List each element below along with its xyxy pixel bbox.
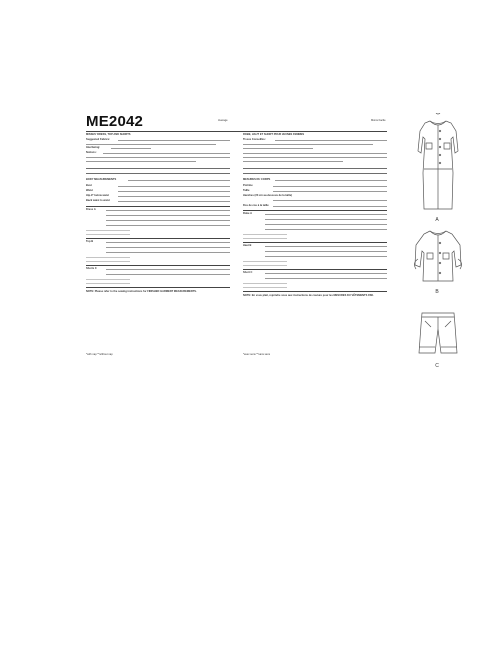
en-footer-note: NOTE: Please refer to the sewing instructions for FINISHED GARMENT MEASUREMENTS.	[86, 290, 197, 293]
en-row-back-waist: Back waist to waist	[86, 199, 110, 202]
fr-row-hanches: Hanches (23 cm au-dessous de la taille)	[243, 194, 293, 197]
fr-fabrics-heading: Tissus Conseillés:	[243, 138, 266, 141]
fr-row-taille: Taille	[243, 189, 250, 192]
french-column	[243, 134, 389, 364]
en-notions-heading: Notions:	[86, 151, 97, 154]
fr-footnotes: *avec sens **sans sens	[243, 353, 271, 356]
garment-line-art	[407, 113, 467, 388]
en-view-shorts-c: Shorts C	[86, 267, 97, 270]
en-footnotes: *with nap **without nap	[86, 353, 113, 356]
fr-footer-note: NOTE: En vous plait, rejoindre vous aux instructions de couture pour les MESURES DU VÊTEMENTS FINI.	[243, 294, 374, 297]
fr-row-dos: Dos de cou à la taille	[243, 204, 269, 207]
header-rule	[86, 131, 387, 132]
en-fabrics-heading: Suggested Fabrics:	[86, 138, 111, 141]
fr-view-robe-a: Robe A	[243, 212, 252, 215]
fr-row-poitrine: Poitrine	[243, 184, 253, 187]
fr-view-haut-b: Haut B	[243, 244, 252, 247]
pattern-number: ME2042	[86, 113, 144, 130]
fr-measures-heading: MESURES DU CORPS	[243, 178, 271, 181]
fr-view-short-c: Short C	[243, 271, 253, 274]
en-interfacing-heading: Interfacing:	[86, 146, 101, 149]
view-a-label: A	[435, 217, 439, 223]
en-row-waist: Waist	[86, 189, 93, 192]
difficulty-en: Average	[218, 119, 228, 122]
en-row-hip: Hip-9" below waist	[86, 194, 109, 197]
en-body-measurements-heading: BODY MEASUREMENTS	[86, 178, 117, 181]
view-b-label: B	[435, 289, 439, 295]
en-title: MISSES' DRESS, TOP AND SHORTS	[86, 133, 131, 136]
en-view-dress-a: Dress A	[86, 208, 96, 211]
difficulty-fr: Moins Facile	[371, 119, 386, 122]
en-view-top-b: Top B	[86, 240, 94, 243]
fr-title: ROBE, HAUT ET SHORT POUR JEUNES FEMMES	[243, 133, 305, 136]
technical-drawings	[407, 113, 467, 388]
en-row-bust: Bust	[86, 184, 92, 187]
view-c-label: C	[435, 363, 439, 369]
english-column	[86, 134, 232, 364]
